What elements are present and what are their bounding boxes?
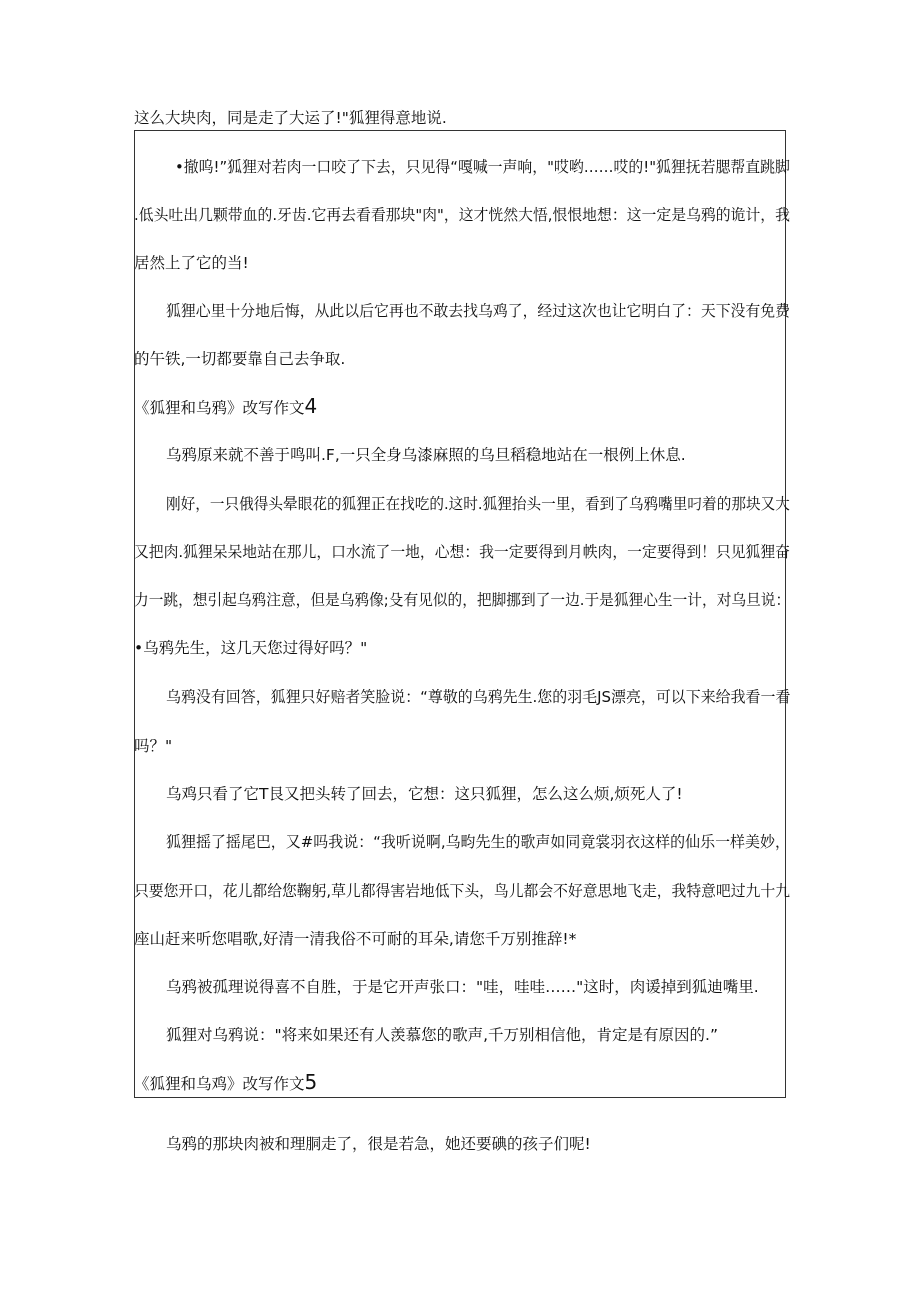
paragraph-flatter-line-2: 只要您开口，花儿都给您鞠躬,草儿都得害岩地低下头，鸟儿都会不好意思地飞走，我特意吧过九十九 bbox=[134, 882, 790, 900]
paragraph-regret-line-2: 的午铁,一切都要靠自己去争取. bbox=[134, 350, 346, 368]
paragraph-fox-hungry-line-3: 力一跳，想引起乌鸦注意，但是乌鸦像;殳有见似的，把脚挪到了一边.于是狐狸心生一计，对乌旦说： bbox=[134, 591, 791, 609]
paragraph-sing: 乌鸦被孤理说得喜不自胜，于是它开声张口："哇，哇哇……"这时，肉谖掉到狐迪嘴里. bbox=[166, 978, 759, 996]
section-heading-5 bbox=[134, 1072, 317, 1094]
paragraph-fox-hungry-line-4: •乌鸦先生，这几天您过得好吗？" bbox=[134, 639, 368, 657]
paragraph-feathers-line-1: 乌鸦没有回答，狐狸只好赔者笑脸说：“尊敬的乌鸦先生.您的羽毛JS漂亮，可以下来给我看一看 bbox=[166, 688, 791, 706]
paragraph-annoyed: 乌鸡只看了它T艮又把头转了回去，它想：这只狐狸，怎么这么烦,烦死人了! bbox=[166, 785, 683, 803]
paragraph-crow-rest: 乌鸦原来就不善于鸣叫.F,一只全身乌漆麻照的乌旦稻稳地站在一根例上休息. bbox=[166, 446, 686, 464]
section-heading-4-number: 4 bbox=[304, 394, 318, 418]
intro-line: 这么大块肉，同是走了大运了!"狐狸得意地说. bbox=[134, 109, 447, 127]
paragraph-flatter-line-1: 狐狸摇了摇尾巴，又#吗我说：“我听说啊,乌畇先生的歌声如同竟裳羽衣这样的仙乐一样美妙， bbox=[166, 833, 790, 851]
paragraph-flatter-line-3: 座山赶来听您唱歌,好清一清我俗不可耐的耳朵,请您千万别推辞!* bbox=[134, 930, 577, 948]
content-frame bbox=[134, 130, 786, 1098]
section-heading-4-title: 《狐狸和乌鸦》改写作文 bbox=[134, 399, 305, 417]
paragraph-feathers-line-2: 吗？" bbox=[134, 737, 173, 755]
paragraph-bite-line-2: .低头吐出几颗带血的.牙齿.它再去看看那块"肉"，这才恍然大悟,恨恨地想：这一定是乌鸦的诡计，我 bbox=[134, 206, 791, 224]
paragraph-bite-line-3: 居然上了它的当! bbox=[134, 254, 249, 272]
paragraph-fox-hungry-line-1: 刚好，一只俄得头晕眼花的狐狸正在找吃的.这时.狐狸抬头一里，看到了乌鸦嘴里叼着的那块又大 bbox=[166, 495, 790, 513]
paragraph-bite-line-1: •撤呜!”狐狸对若肉一口咬了下去，只见得“嘎喊一声响，"哎哟……哎的!"狐狸抚若腮帮直跳脚 bbox=[175, 158, 790, 176]
paragraph-regret-line-1: 狐狸心里十分地后悔，从此以后它再也不敢去找乌鸡了，经过这次也让它明白了：天下没有免费 bbox=[166, 302, 790, 320]
section-heading-4 bbox=[134, 396, 317, 418]
section-heading-5-title: 《狐狸和乌鸡》改写作文 bbox=[134, 1075, 305, 1093]
paragraph-stolen: 乌鸦的那块肉被和理胴走了，很是若急，她还要碘的孩子们呢! bbox=[166, 1135, 591, 1153]
paragraph-fox-hungry-line-2: 又把肉.狐狸呆呆地站在那儿，口水流了一地，心想：我一定要得到月帙肉，一定要得到！只见狐狸奋 bbox=[134, 543, 790, 561]
section-heading-5-number: 5 bbox=[304, 1070, 318, 1094]
paragraph-moral: 狐狸对乌鸦说："将来如果还有人羡慕您的歌声,千万别相信他，肯定是有原因的.” bbox=[166, 1026, 719, 1044]
